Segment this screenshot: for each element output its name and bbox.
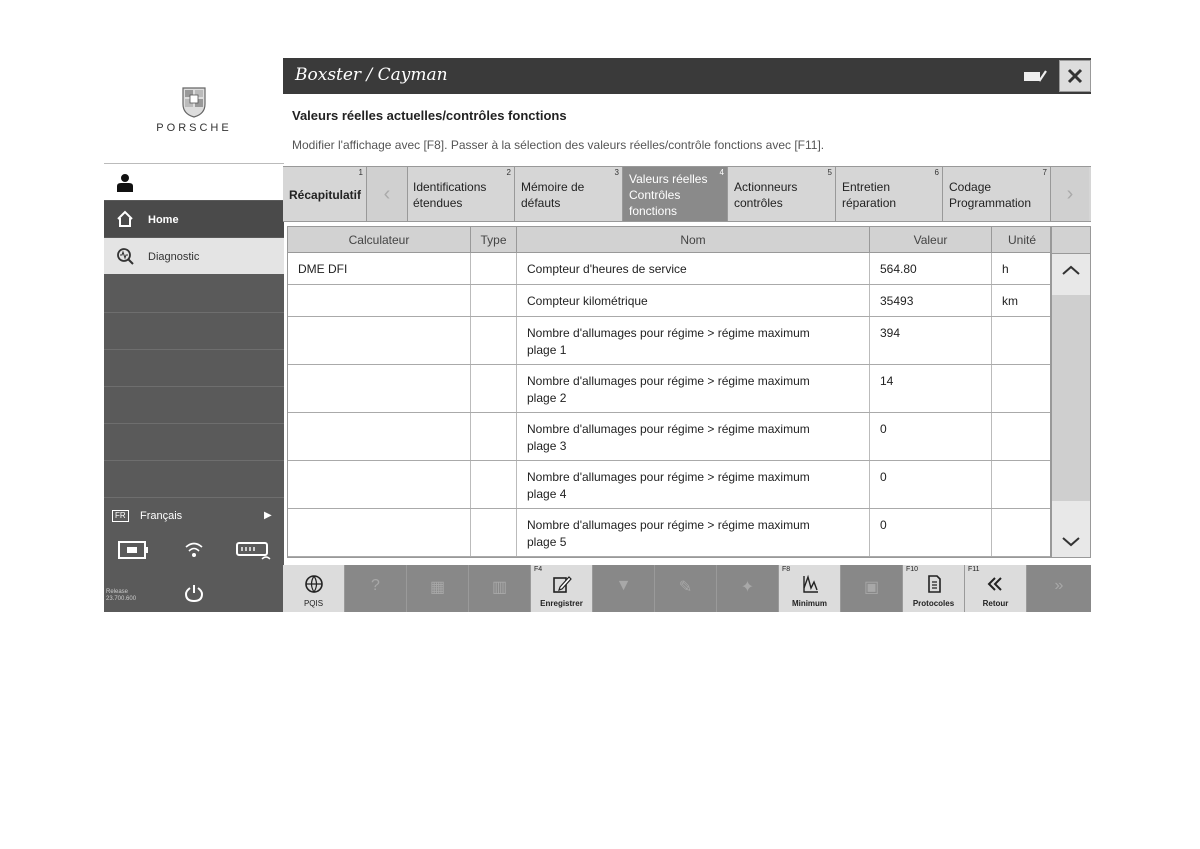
- nav-diagnostic[interactable]: [104, 238, 284, 274]
- chevron-right-icon: ›: [1066, 183, 1074, 205]
- cell-valeur: 0: [870, 413, 992, 460]
- diagnostic-magnifier-icon: [116, 247, 134, 265]
- disabled-tool-button: [717, 565, 779, 612]
- double-chevron-right-icon: »: [1054, 577, 1064, 594]
- enregistrer-button[interactable]: [531, 565, 593, 612]
- page-title: Valeurs réelles actuelles/contrôles fonctions: [292, 108, 567, 123]
- tab-label: Mémoire de défauts: [521, 180, 585, 210]
- protocoles-button[interactable]: [903, 565, 965, 612]
- cell-calculateur: [288, 413, 471, 460]
- language-selector[interactable]: [104, 500, 284, 532]
- cell-nom: Nombre d'allumages pour régime > régime maximum plage 1: [517, 317, 870, 364]
- nav-home[interactable]: [104, 201, 284, 237]
- column-header-calculateur[interactable]: Calculateur: [288, 227, 471, 253]
- tab-number: 2: [506, 168, 511, 177]
- disabled-tool-button: [841, 565, 903, 612]
- cell-unite: [992, 365, 1051, 412]
- cell-unite: [992, 317, 1051, 364]
- chevron-up-icon[interactable]: [1060, 263, 1082, 277]
- tools-icon: ✎: [678, 579, 693, 596]
- disabled-tool-button: [655, 565, 717, 612]
- help-icon: ?: [371, 577, 380, 594]
- app-title: Boxster / Cayman: [295, 65, 448, 85]
- table-row[interactable]: [288, 413, 1051, 461]
- enregistrer-label: Enregistrer: [540, 599, 583, 608]
- sidebar-separator: [104, 386, 284, 387]
- table-row[interactable]: [288, 461, 1051, 509]
- retour-label: Retour: [982, 599, 1009, 608]
- cell-valeur: 394: [870, 317, 992, 364]
- cell-type: [471, 285, 517, 316]
- cell-type: [471, 461, 517, 508]
- tab-memoire-defauts[interactable]: [515, 167, 623, 221]
- tab-number: 7: [1042, 168, 1047, 177]
- tab-number: 4: [719, 168, 724, 177]
- cell-unite: h: [1002, 262, 1009, 276]
- nav-home-label: Home: [148, 214, 179, 226]
- title-bar: [283, 58, 1091, 94]
- column-header-type[interactable]: Type: [471, 227, 517, 253]
- retour-button[interactable]: [965, 565, 1027, 612]
- cell-calculateur: [288, 461, 471, 508]
- table-row[interactable]: [288, 317, 1051, 365]
- cell-nom: Nombre d'allumages pour régime > régime maximum plage 3: [517, 413, 870, 460]
- cell-nom: Nombre d'allumages pour régime > régime maximum plage 4: [517, 461, 870, 508]
- table-header: [288, 227, 1051, 253]
- cell-nom: Nombre d'allumages pour régime > régime maximum plage 5: [517, 509, 870, 556]
- column-header-nom[interactable]: Nom: [517, 227, 870, 253]
- cell-calculateur: [288, 365, 471, 412]
- minimum-label: Minimum: [791, 599, 828, 608]
- cell-unite: [992, 413, 1051, 460]
- tab-label: Récapitulatif: [289, 188, 362, 202]
- tab-actionneurs[interactable]: [728, 167, 836, 221]
- release-info: [104, 575, 284, 612]
- brand-name: PORSCHE: [156, 122, 232, 134]
- cell-type: [471, 413, 517, 460]
- cell-nom: Compteur kilométrique: [517, 285, 870, 316]
- logo-area: [104, 58, 284, 163]
- pqis-label: PQIS: [303, 599, 324, 608]
- function-key: F11: [968, 566, 980, 573]
- next-button: [1027, 565, 1091, 612]
- power-icon[interactable]: [184, 583, 204, 603]
- user-icon[interactable]: [116, 173, 134, 193]
- disabled-tool-button: [469, 565, 531, 612]
- chat-icon: ▦: [429, 579, 446, 596]
- table-row[interactable]: [288, 509, 1051, 557]
- vci-wireless-icon[interactable]: [236, 540, 272, 562]
- cell-type: [471, 365, 517, 412]
- sidebar-separator: [104, 497, 284, 498]
- page-instructions: Modifier l'affichage avec [F8]. Passer à la sélection des valeurs réelles/contrôle fonctions avec [F11].: [292, 138, 825, 152]
- tab-label: Identifications étendues: [413, 180, 487, 210]
- sidebar-separator: [104, 460, 284, 461]
- minimum-graph-icon: [800, 574, 820, 594]
- chart-icon: ▥: [491, 579, 508, 596]
- minimum-button[interactable]: [779, 565, 841, 612]
- tab-entretien[interactable]: [836, 167, 943, 221]
- chevron-right-icon: ▶: [264, 510, 272, 521]
- language-label: Français: [140, 510, 183, 522]
- tab-scroll-left-button[interactable]: [367, 167, 408, 221]
- disabled-tool-button: [593, 565, 655, 612]
- cell-unite: km: [1002, 294, 1018, 308]
- function-key: F8: [782, 566, 791, 573]
- tab-number: 5: [827, 168, 832, 177]
- function-key: F10: [906, 566, 919, 573]
- chevron-left-icon: ‹: [383, 183, 391, 205]
- cell-valeur: 0: [870, 509, 992, 556]
- tab-bar: [283, 166, 1091, 222]
- bottom-toolbar: [283, 565, 1091, 612]
- vehicle-check-icon[interactable]: [1023, 64, 1047, 88]
- cell-type: [471, 253, 517, 284]
- tab-number: 6: [934, 168, 939, 177]
- values-table: [287, 226, 1051, 558]
- tab-number: 3: [614, 168, 619, 177]
- tab-recapitulatif[interactable]: [283, 167, 367, 221]
- disabled-tool-button: [407, 565, 469, 612]
- scrollbar-header: [1052, 227, 1090, 254]
- tab-number: 1: [358, 168, 363, 177]
- help-button: [345, 565, 407, 612]
- tab-valeurs-reelles[interactable]: [623, 167, 728, 221]
- release-version: 23.700.600: [106, 596, 137, 602]
- engine-icon: ▣: [863, 579, 880, 596]
- edit-note-icon: [552, 574, 572, 594]
- battery-icon[interactable]: [118, 540, 148, 560]
- table-scrollbar[interactable]: [1051, 226, 1091, 558]
- tab-identifications[interactable]: [407, 167, 515, 221]
- chevron-down-icon[interactable]: [1060, 535, 1082, 549]
- tab-label: Codage Programmation: [949, 180, 1032, 210]
- tab-label: Entretien réparation: [842, 180, 897, 210]
- cell-valeur: 0: [870, 461, 992, 508]
- tab-codage[interactable]: [943, 167, 1051, 221]
- function-key: F4: [534, 566, 543, 573]
- cell-calculateur: [288, 285, 471, 316]
- tab-label: Actionneurs contrôles: [734, 180, 798, 210]
- scrollbar-thumb[interactable]: [1052, 295, 1090, 501]
- home-icon: [116, 210, 134, 228]
- pqis-globe-icon: [304, 574, 324, 594]
- release-label: Release: [106, 589, 129, 595]
- cell-unite: [992, 461, 1051, 508]
- cell-unite: [992, 509, 1051, 556]
- table-row[interactable]: [288, 253, 1051, 285]
- cell-calculateur: DME DFI: [288, 253, 471, 284]
- nav-diagnostic-label: Diagnostic: [148, 251, 200, 263]
- cell-nom: Compteur d'heures de service: [517, 253, 870, 284]
- cell-calculateur: [288, 509, 471, 556]
- cell-calculateur: [288, 317, 471, 364]
- pqis-button[interactable]: [283, 565, 345, 612]
- language-code: FR: [112, 510, 129, 522]
- document-icon: [924, 574, 944, 594]
- sidebar-separator: [104, 349, 284, 350]
- tab-label: Valeurs réelles Contrôles fonctions: [629, 172, 708, 218]
- wifi-icon[interactable]: [184, 540, 204, 560]
- tab-scroll-right-button[interactable]: [1051, 167, 1089, 221]
- double-chevron-left-icon: [986, 574, 1006, 594]
- table-row[interactable]: [288, 285, 1051, 317]
- status-icons: [104, 534, 284, 570]
- table-row[interactable]: [288, 365, 1051, 413]
- cell-valeur: 35493: [870, 285, 992, 316]
- porsche-crest-icon: [181, 86, 207, 118]
- cell-valeur: 564.80: [870, 253, 992, 284]
- close-button[interactable]: [1059, 60, 1091, 92]
- cell-valeur: 14: [870, 365, 992, 412]
- sidebar-separator: [104, 312, 284, 313]
- column-header-valeur[interactable]: Valeur: [870, 227, 992, 253]
- sidebar-separator: [104, 423, 284, 424]
- cell-nom: Nombre d'allumages pour régime > régime maximum plage 2: [517, 365, 870, 412]
- cell-type: [471, 509, 517, 556]
- close-icon: [1060, 61, 1090, 91]
- protocoles-label: Protocoles: [912, 599, 955, 608]
- user-row[interactable]: [104, 164, 284, 200]
- filter-icon: ▼: [615, 577, 632, 594]
- cell-type: [471, 317, 517, 364]
- column-header-unite[interactable]: Unité: [1007, 233, 1036, 247]
- wrench-icon: ✦: [740, 579, 755, 596]
